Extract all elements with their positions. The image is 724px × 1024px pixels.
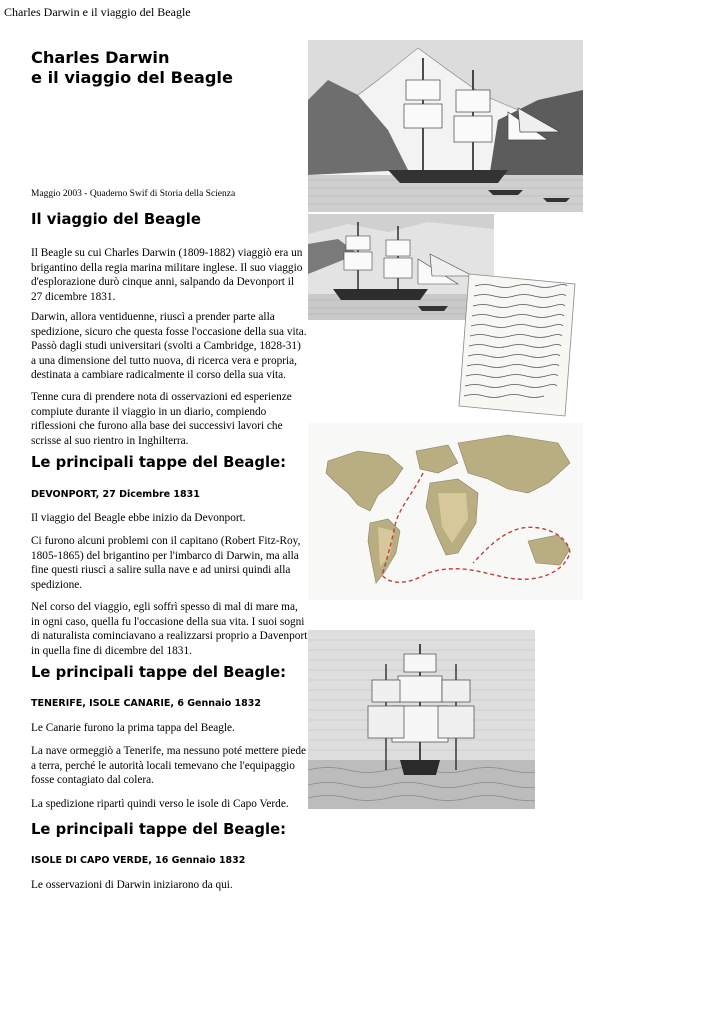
stage-heading: Le principali tappe del Beagle: bbox=[31, 821, 287, 838]
ship-full-sail-engraving-icon bbox=[308, 630, 535, 809]
cover-title-line1: Charles Darwin bbox=[31, 48, 170, 67]
world-route-map-icon bbox=[308, 423, 583, 600]
stage-heading: Le principali tappe del Beagle: bbox=[31, 664, 287, 681]
stage-subheading-tenerife: TENERIFE, ISOLE CANARIE, 6 Gennaio 1832 bbox=[31, 698, 261, 709]
cover-title bbox=[31, 48, 308, 88]
stage-heading: Le principali tappe del Beagle: bbox=[31, 454, 287, 471]
handwritten-diary-page-icon bbox=[455, 270, 580, 420]
voyage-paragraph: Tenne cura di prendere nota di osservazioni ed esperienze compiute durante il viaggio in un diario, compiendo riflessioni che furono alla base dei successivi lavori che scrisse al suo rientro in Inghilterra. bbox=[31, 391, 292, 447]
beagle-mountain-engraving-icon bbox=[308, 40, 583, 212]
stage-paragraph: Ci furono alcuni problemi con il capitano (Robert Fitz-Roy, 1805-1865) del brigantino per l'imbarco di Darwin, ma alla fine questi riuscì a salire sulla nave e ad unirsi quindi alla spedizione. bbox=[31, 535, 301, 591]
stage-paragraph: Il viaggio del Beagle ebbe inizio da Devonport. bbox=[31, 512, 246, 524]
document-header-title: Charles Darwin e il viaggio del Beagle bbox=[4, 5, 191, 19]
voyage-paragraph: Darwin, allora ventiduenne, riuscì a prender parte alla spedizione, sicuro che questa fosse l'occasione della sua vita. Passò dagli studi universitari (svolti a Cambridge, 1828-31) a una dimensione del tutto nuova, di ricerca vera e propria, destinata a cambiare radicalmente il corso della sua vita. bbox=[31, 311, 307, 382]
stage-paragraph: La spedizione ripartì quindi verso le isole di Capo Verde. bbox=[31, 798, 289, 810]
stage-paragraph: La nave ormeggiò a Tenerife, ma nessuno poté mettere piede a terra, perché le autorità locali temevano che l'equipaggio fosse contagiato dal colera. bbox=[31, 745, 307, 787]
cover-title-line2: e il viaggio del Beagle bbox=[31, 68, 233, 87]
stage-paragraph: Le Canarie furono la prima tappa del Beagle. bbox=[31, 722, 235, 734]
cover-caption: Maggio 2003 - Quaderno Swif di Storia della Scienza bbox=[31, 189, 236, 199]
voyage-paragraph: Il Beagle su cui Charles Darwin (1809-1882) viaggiò era un brigantino della regia marina militare inglese. Il suo viaggio d'esplorazione durò cinque anni, salpando da Devonport il 27 dicembre 1831. bbox=[31, 247, 303, 303]
stage-paragraph: Le osservazioni di Darwin iniziarono da qui. bbox=[31, 879, 233, 891]
section-heading-voyage: Il viaggio del Beagle bbox=[31, 211, 201, 228]
stage-subheading-capo-verde: ISOLE DI CAPO VERDE, 16 Gennaio 1832 bbox=[31, 855, 246, 866]
stage-paragraph: Nel corso del viaggio, egli soffrì spesso di mal di mare ma, in ogni caso, quella fu l'occasione della sua vita. I suoi sogni di naturalista cominciavano a realizzarsi proprio a Davenport in quella fine di dicembre del 1831. bbox=[31, 601, 308, 657]
stage-subheading-devonport: DEVONPORT, 27 Dicembre 1831 bbox=[31, 489, 200, 500]
